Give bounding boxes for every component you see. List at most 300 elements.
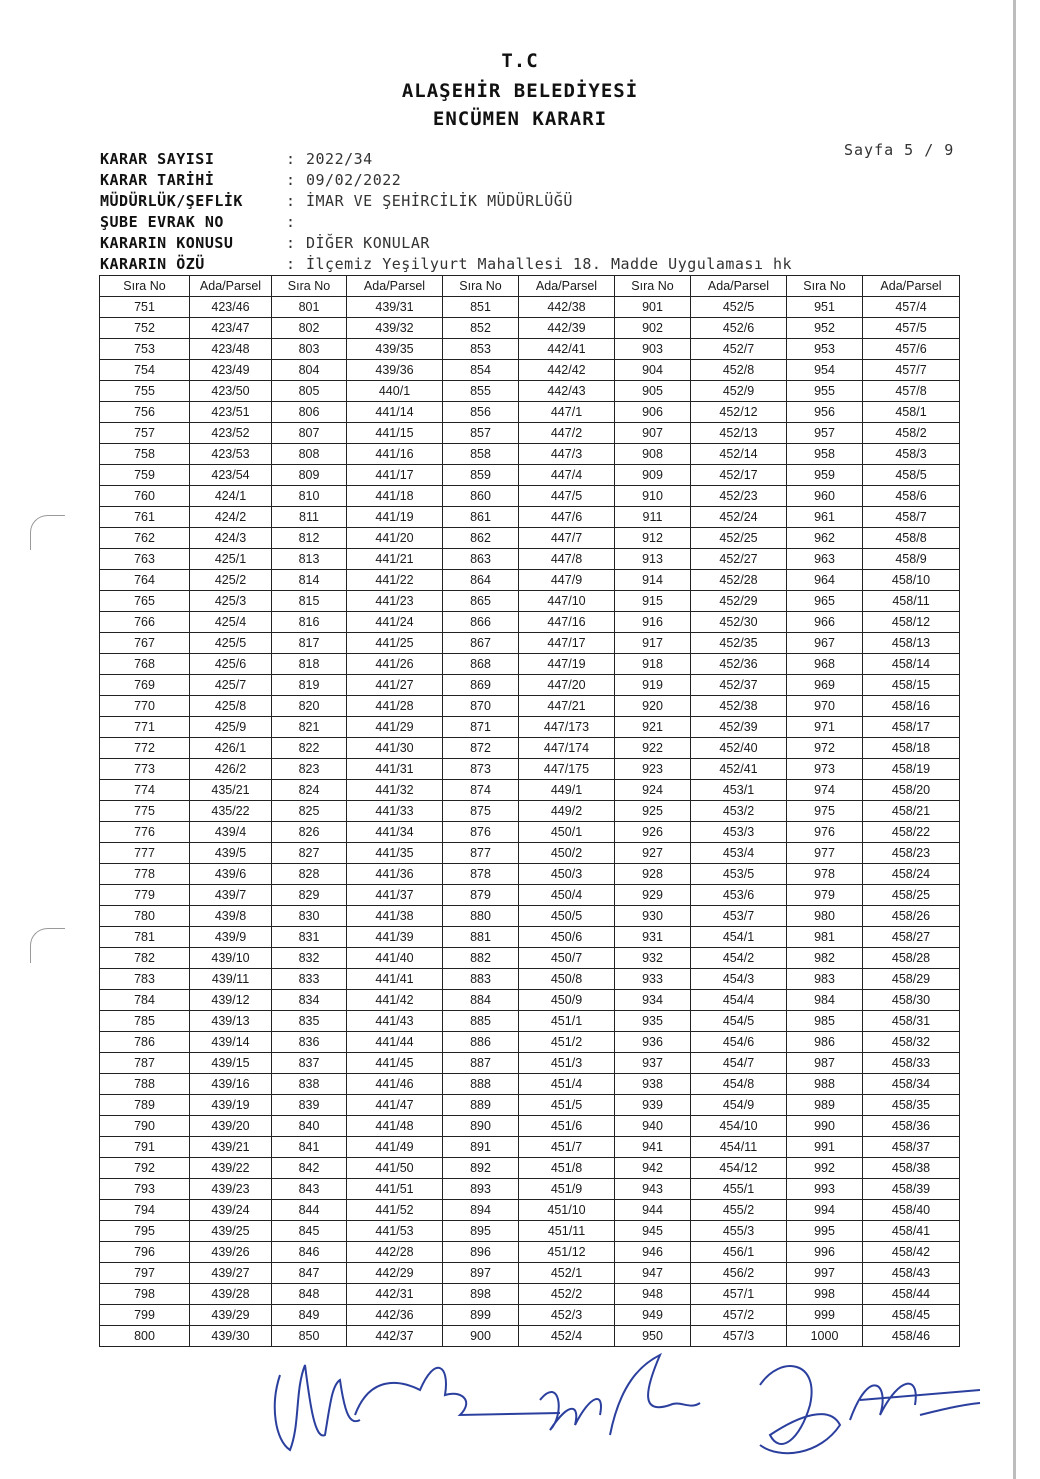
cell-sira-no: 975 — [787, 801, 863, 822]
cell-ada-parsel: 452/28 — [691, 570, 787, 591]
cell-sira-no: 999 — [787, 1305, 863, 1326]
cell-ada-parsel: 453/5 — [691, 864, 787, 885]
cell-ada-parsel: 441/40 — [347, 948, 443, 969]
cell-ada-parsel: 452/8 — [691, 360, 787, 381]
cell-sira-no: 867 — [443, 633, 519, 654]
cell-ada-parsel: 458/42 — [863, 1242, 960, 1263]
cell-ada-parsel: 447/174 — [519, 738, 615, 759]
cell-ada-parsel: 458/16 — [863, 696, 960, 717]
cell-sira-no: 950 — [615, 1326, 691, 1347]
cell-sira-no: 818 — [272, 654, 347, 675]
meta-colon: : — [286, 233, 296, 252]
cell-sira-no: 938 — [615, 1074, 691, 1095]
cell-ada-parsel: 447/17 — [519, 633, 615, 654]
cell-sira-no: 990 — [787, 1116, 863, 1137]
cell-ada-parsel: 442/28 — [347, 1242, 443, 1263]
meta-row — [100, 148, 792, 169]
cell-sira-no: 767 — [100, 633, 190, 654]
cell-ada-parsel: 441/51 — [347, 1179, 443, 1200]
cell-sira-no: 790 — [100, 1116, 190, 1137]
cell-sira-no: 931 — [615, 927, 691, 948]
cell-ada-parsel: 458/45 — [863, 1305, 960, 1326]
cell-ada-parsel: 452/23 — [691, 486, 787, 507]
cell-sira-no: 873 — [443, 759, 519, 780]
cell-ada-parsel: 447/16 — [519, 612, 615, 633]
cell-sira-no: 816 — [272, 612, 347, 633]
cell-ada-parsel: 442/38 — [519, 297, 615, 318]
cell-sira-no: 825 — [272, 801, 347, 822]
cell-ada-parsel: 447/21 — [519, 696, 615, 717]
cell-ada-parsel: 424/1 — [190, 486, 272, 507]
column-header-sira-no: Sıra No — [787, 276, 863, 297]
cell-ada-parsel: 458/29 — [863, 969, 960, 990]
meta-row — [100, 232, 792, 253]
cell-ada-parsel: 439/8 — [190, 906, 272, 927]
cell-sira-no: 900 — [443, 1326, 519, 1347]
cell-sira-no: 882 — [443, 948, 519, 969]
cell-sira-no: 843 — [272, 1179, 347, 1200]
cell-ada-parsel: 453/1 — [691, 780, 787, 801]
cell-ada-parsel: 458/26 — [863, 906, 960, 927]
meta-value: İMAR VE ŞEHİRCİLİK MÜDÜRLÜĞÜ — [306, 191, 573, 210]
cell-sira-no: 838 — [272, 1074, 347, 1095]
cell-sira-no: 883 — [443, 969, 519, 990]
cell-ada-parsel: 423/47 — [190, 318, 272, 339]
cell-sira-no: 890 — [443, 1116, 519, 1137]
cell-sira-no: 763 — [100, 549, 190, 570]
cell-ada-parsel: 454/5 — [691, 1011, 787, 1032]
cell-sira-no: 971 — [787, 717, 863, 738]
cell-sira-no: 866 — [443, 612, 519, 633]
cell-ada-parsel: 458/36 — [863, 1116, 960, 1137]
table-row — [100, 360, 960, 381]
cell-ada-parsel: 439/9 — [190, 927, 272, 948]
cell-sira-no: 929 — [615, 885, 691, 906]
cell-sira-no: 917 — [615, 633, 691, 654]
cell-ada-parsel: 455/1 — [691, 1179, 787, 1200]
cell-ada-parsel: 439/32 — [347, 318, 443, 339]
cell-sira-no: 898 — [443, 1284, 519, 1305]
cell-sira-no: 932 — [615, 948, 691, 969]
table-row — [100, 318, 960, 339]
cell-ada-parsel: 439/31 — [347, 297, 443, 318]
cell-sira-no: 824 — [272, 780, 347, 801]
cell-ada-parsel: 423/53 — [190, 444, 272, 465]
cell-sira-no: 865 — [443, 591, 519, 612]
table-header-row — [100, 276, 960, 297]
cell-ada-parsel: 441/15 — [347, 423, 443, 444]
cell-ada-parsel: 458/44 — [863, 1284, 960, 1305]
cell-sira-no: 960 — [787, 486, 863, 507]
cell-sira-no: 925 — [615, 801, 691, 822]
cell-sira-no: 903 — [615, 339, 691, 360]
cell-sira-no: 842 — [272, 1158, 347, 1179]
table-row — [100, 717, 960, 738]
cell-ada-parsel: 425/7 — [190, 675, 272, 696]
cell-sira-no: 791 — [100, 1137, 190, 1158]
cell-ada-parsel: 441/46 — [347, 1074, 443, 1095]
cell-ada-parsel: 454/1 — [691, 927, 787, 948]
cell-sira-no: 769 — [100, 675, 190, 696]
cell-sira-no: 972 — [787, 738, 863, 759]
cell-ada-parsel: 452/40 — [691, 738, 787, 759]
cell-ada-parsel: 424/2 — [190, 507, 272, 528]
meta-label: KARAR TARİHİ — [100, 170, 215, 189]
cell-ada-parsel: 450/7 — [519, 948, 615, 969]
cell-sira-no: 982 — [787, 948, 863, 969]
cell-sira-no: 848 — [272, 1284, 347, 1305]
cell-sira-no: 951 — [787, 297, 863, 318]
cell-ada-parsel: 458/33 — [863, 1053, 960, 1074]
cell-sira-no: 995 — [787, 1221, 863, 1242]
cell-sira-no: 872 — [443, 738, 519, 759]
cell-sira-no: 820 — [272, 696, 347, 717]
cell-sira-no: 874 — [443, 780, 519, 801]
cell-sira-no: 897 — [443, 1263, 519, 1284]
cell-sira-no: 860 — [443, 486, 519, 507]
cell-ada-parsel: 441/31 — [347, 759, 443, 780]
cell-sira-no: 953 — [787, 339, 863, 360]
cell-sira-no: 780 — [100, 906, 190, 927]
cell-ada-parsel: 458/35 — [863, 1095, 960, 1116]
cell-sira-no: 805 — [272, 381, 347, 402]
table-row — [100, 1053, 960, 1074]
cell-ada-parsel: 452/2 — [519, 1284, 615, 1305]
cell-ada-parsel: 441/24 — [347, 612, 443, 633]
cell-sira-no: 907 — [615, 423, 691, 444]
meta-label: KARARIN KONUSU — [100, 233, 234, 252]
cell-ada-parsel: 442/31 — [347, 1284, 443, 1305]
cell-ada-parsel: 441/52 — [347, 1200, 443, 1221]
cell-sira-no: 968 — [787, 654, 863, 675]
cell-sira-no: 992 — [787, 1158, 863, 1179]
table-row — [100, 591, 960, 612]
table-row — [100, 780, 960, 801]
column-header-sira-no: Sıra No — [100, 276, 190, 297]
cell-ada-parsel: 441/14 — [347, 402, 443, 423]
cell-sira-no: 823 — [272, 759, 347, 780]
table-body — [100, 297, 960, 1347]
cell-ada-parsel: 450/3 — [519, 864, 615, 885]
cell-ada-parsel: 455/3 — [691, 1221, 787, 1242]
cell-ada-parsel: 442/36 — [347, 1305, 443, 1326]
cell-sira-no: 831 — [272, 927, 347, 948]
table-row — [100, 1158, 960, 1179]
cell-sira-no: 781 — [100, 927, 190, 948]
cell-sira-no: 880 — [443, 906, 519, 927]
cell-sira-no: 752 — [100, 318, 190, 339]
cell-ada-parsel: 452/13 — [691, 423, 787, 444]
cell-sira-no: 902 — [615, 318, 691, 339]
cell-sira-no: 756 — [100, 402, 190, 423]
cell-sira-no: 783 — [100, 969, 190, 990]
cell-sira-no: 811 — [272, 507, 347, 528]
cell-sira-no: 928 — [615, 864, 691, 885]
cell-sira-no: 760 — [100, 486, 190, 507]
cell-sira-no: 795 — [100, 1221, 190, 1242]
cell-ada-parsel: 442/39 — [519, 318, 615, 339]
cell-ada-parsel: 441/17 — [347, 465, 443, 486]
cell-ada-parsel: 457/5 — [863, 318, 960, 339]
cell-sira-no: 896 — [443, 1242, 519, 1263]
table-row — [100, 507, 960, 528]
cell-sira-no: 959 — [787, 465, 863, 486]
cell-sira-no: 889 — [443, 1095, 519, 1116]
cell-sira-no: 946 — [615, 1242, 691, 1263]
cell-sira-no: 939 — [615, 1095, 691, 1116]
cell-ada-parsel: 458/18 — [863, 738, 960, 759]
cell-sira-no: 762 — [100, 528, 190, 549]
table-row — [100, 402, 960, 423]
cell-sira-no: 775 — [100, 801, 190, 822]
cell-sira-no: 927 — [615, 843, 691, 864]
table-row — [100, 1326, 960, 1347]
cell-ada-parsel: 454/4 — [691, 990, 787, 1011]
table-row — [100, 381, 960, 402]
cell-ada-parsel: 441/49 — [347, 1137, 443, 1158]
cell-ada-parsel: 442/43 — [519, 381, 615, 402]
cell-sira-no: 944 — [615, 1200, 691, 1221]
cell-ada-parsel: 441/41 — [347, 969, 443, 990]
cell-ada-parsel: 441/44 — [347, 1032, 443, 1053]
table-row — [100, 843, 960, 864]
cell-ada-parsel: 457/7 — [863, 360, 960, 381]
cell-ada-parsel: 458/43 — [863, 1263, 960, 1284]
cell-ada-parsel: 452/14 — [691, 444, 787, 465]
cell-sira-no: 829 — [272, 885, 347, 906]
cell-ada-parsel: 458/34 — [863, 1074, 960, 1095]
cell-sira-no: 804 — [272, 360, 347, 381]
cell-sira-no: 770 — [100, 696, 190, 717]
cell-ada-parsel: 441/19 — [347, 507, 443, 528]
cell-ada-parsel: 452/27 — [691, 549, 787, 570]
cell-sira-no: 826 — [272, 822, 347, 843]
cell-ada-parsel: 453/6 — [691, 885, 787, 906]
cell-ada-parsel: 441/23 — [347, 591, 443, 612]
cell-ada-parsel: 458/24 — [863, 864, 960, 885]
cell-ada-parsel: 452/35 — [691, 633, 787, 654]
cell-ada-parsel: 439/21 — [190, 1137, 272, 1158]
cell-sira-no: 794 — [100, 1200, 190, 1221]
meta-label: ŞUBE EVRAK NO — [100, 212, 224, 231]
cell-sira-no: 934 — [615, 990, 691, 1011]
cell-sira-no: 906 — [615, 402, 691, 423]
cell-sira-no: 841 — [272, 1137, 347, 1158]
cell-ada-parsel: 451/1 — [519, 1011, 615, 1032]
signature-2 — [355, 1368, 560, 1415]
table-row — [100, 1011, 960, 1032]
cell-sira-no: 764 — [100, 570, 190, 591]
cell-ada-parsel: 447/3 — [519, 444, 615, 465]
cell-ada-parsel: 425/1 — [190, 549, 272, 570]
cell-ada-parsel: 439/29 — [190, 1305, 272, 1326]
cell-ada-parsel: 441/33 — [347, 801, 443, 822]
cell-sira-no: 784 — [100, 990, 190, 1011]
cell-ada-parsel: 458/31 — [863, 1011, 960, 1032]
cell-ada-parsel: 423/46 — [190, 297, 272, 318]
cell-sira-no: 910 — [615, 486, 691, 507]
table-row — [100, 675, 960, 696]
cell-ada-parsel: 423/54 — [190, 465, 272, 486]
cell-ada-parsel: 451/12 — [519, 1242, 615, 1263]
cell-sira-no: 901 — [615, 297, 691, 318]
cell-ada-parsel: 426/2 — [190, 759, 272, 780]
cell-sira-no: 877 — [443, 843, 519, 864]
cell-ada-parsel: 425/5 — [190, 633, 272, 654]
cell-sira-no: 862 — [443, 528, 519, 549]
cell-ada-parsel: 447/7 — [519, 528, 615, 549]
cell-sira-no: 830 — [272, 906, 347, 927]
cell-sira-no: 875 — [443, 801, 519, 822]
cell-sira-no: 861 — [443, 507, 519, 528]
cell-ada-parsel: 423/48 — [190, 339, 272, 360]
cell-sira-no: 911 — [615, 507, 691, 528]
cell-ada-parsel: 441/28 — [347, 696, 443, 717]
cell-sira-no: 863 — [443, 549, 519, 570]
meta-value: 09/02/2022 — [306, 170, 402, 189]
cell-ada-parsel: 439/16 — [190, 1074, 272, 1095]
table-row — [100, 990, 960, 1011]
cell-sira-no: 771 — [100, 717, 190, 738]
cell-ada-parsel: 458/21 — [863, 801, 960, 822]
cell-ada-parsel: 458/22 — [863, 822, 960, 843]
cell-ada-parsel: 451/2 — [519, 1032, 615, 1053]
cell-sira-no: 851 — [443, 297, 519, 318]
cell-sira-no: 844 — [272, 1200, 347, 1221]
cell-sira-no: 827 — [272, 843, 347, 864]
cell-ada-parsel: 442/42 — [519, 360, 615, 381]
cell-ada-parsel: 450/1 — [519, 822, 615, 843]
column-header-ada-parsel: Ada/Parsel — [691, 276, 787, 297]
cell-sira-no: 996 — [787, 1242, 863, 1263]
cell-ada-parsel: 452/30 — [691, 612, 787, 633]
cell-ada-parsel: 441/30 — [347, 738, 443, 759]
cell-ada-parsel: 454/9 — [691, 1095, 787, 1116]
meta-row — [100, 211, 792, 232]
signature-3 — [540, 1392, 601, 1430]
cell-ada-parsel: 458/5 — [863, 465, 960, 486]
cell-sira-no: 936 — [615, 1032, 691, 1053]
cell-ada-parsel: 439/10 — [190, 948, 272, 969]
cell-sira-no: 966 — [787, 612, 863, 633]
cell-sira-no: 941 — [615, 1137, 691, 1158]
cell-ada-parsel: 456/2 — [691, 1263, 787, 1284]
cell-ada-parsel: 458/7 — [863, 507, 960, 528]
cell-ada-parsel: 441/34 — [347, 822, 443, 843]
cell-sira-no: 947 — [615, 1263, 691, 1284]
cell-ada-parsel: 457/6 — [863, 339, 960, 360]
cell-sira-no: 801 — [272, 297, 347, 318]
page-edge-line — [1013, 0, 1016, 1479]
cell-ada-parsel: 458/25 — [863, 885, 960, 906]
cell-ada-parsel: 441/43 — [347, 1011, 443, 1032]
cell-sira-no: 949 — [615, 1305, 691, 1326]
cell-ada-parsel: 458/9 — [863, 549, 960, 570]
meta-colon: : — [286, 254, 296, 273]
cell-ada-parsel: 458/20 — [863, 780, 960, 801]
cell-sira-no: 871 — [443, 717, 519, 738]
cell-sira-no: 797 — [100, 1263, 190, 1284]
cell-sira-no: 878 — [443, 864, 519, 885]
cell-ada-parsel: 441/50 — [347, 1158, 443, 1179]
cell-ada-parsel: 452/9 — [691, 381, 787, 402]
parcel-table — [99, 275, 960, 1347]
cell-ada-parsel: 458/15 — [863, 675, 960, 696]
cell-ada-parsel: 452/12 — [691, 402, 787, 423]
table-row — [100, 822, 960, 843]
column-header-sira-no: Sıra No — [443, 276, 519, 297]
cell-ada-parsel: 439/11 — [190, 969, 272, 990]
cell-sira-no: 884 — [443, 990, 519, 1011]
cell-sira-no: 792 — [100, 1158, 190, 1179]
cell-ada-parsel: 423/51 — [190, 402, 272, 423]
cell-sira-no: 836 — [272, 1032, 347, 1053]
cell-ada-parsel: 453/7 — [691, 906, 787, 927]
cell-sira-no: 789 — [100, 1095, 190, 1116]
table-row — [100, 864, 960, 885]
cell-sira-no: 905 — [615, 381, 691, 402]
cell-sira-no: 773 — [100, 759, 190, 780]
cell-ada-parsel: 447/6 — [519, 507, 615, 528]
table-row — [100, 969, 960, 990]
cell-ada-parsel: 441/18 — [347, 486, 443, 507]
cell-sira-no: 894 — [443, 1200, 519, 1221]
cell-ada-parsel: 458/10 — [863, 570, 960, 591]
cell-ada-parsel: 441/27 — [347, 675, 443, 696]
table-row — [100, 1095, 960, 1116]
table-row — [100, 1284, 960, 1305]
cell-ada-parsel: 435/21 — [190, 780, 272, 801]
cell-ada-parsel: 454/6 — [691, 1032, 787, 1053]
cell-ada-parsel: 451/4 — [519, 1074, 615, 1095]
cell-ada-parsel: 450/2 — [519, 843, 615, 864]
cell-sira-no: 943 — [615, 1179, 691, 1200]
cell-ada-parsel: 441/42 — [347, 990, 443, 1011]
table-row — [100, 1263, 960, 1284]
cell-ada-parsel: 447/10 — [519, 591, 615, 612]
cell-sira-no: 869 — [443, 675, 519, 696]
signature-6 — [850, 1384, 980, 1420]
cell-sira-no: 885 — [443, 1011, 519, 1032]
cell-sira-no: 778 — [100, 864, 190, 885]
cell-sira-no: 802 — [272, 318, 347, 339]
cell-ada-parsel: 452/3 — [519, 1305, 615, 1326]
cell-sira-no: 859 — [443, 465, 519, 486]
cell-sira-no: 759 — [100, 465, 190, 486]
cell-sira-no: 976 — [787, 822, 863, 843]
header-decision-title: ENCÜMEN KARARI — [432, 108, 608, 130]
meta-colon: : — [286, 191, 296, 210]
table-row — [100, 1032, 960, 1053]
cell-sira-no: 810 — [272, 486, 347, 507]
table-row — [100, 444, 960, 465]
signature-scribbles — [260, 1345, 1000, 1475]
cell-sira-no: 942 — [615, 1158, 691, 1179]
cell-sira-no: 777 — [100, 843, 190, 864]
cell-ada-parsel: 439/20 — [190, 1116, 272, 1137]
cell-sira-no: 850 — [272, 1326, 347, 1347]
cell-ada-parsel: 454/11 — [691, 1137, 787, 1158]
cell-sira-no: 834 — [272, 990, 347, 1011]
cell-ada-parsel: 454/12 — [691, 1158, 787, 1179]
cell-ada-parsel: 441/16 — [347, 444, 443, 465]
cell-ada-parsel: 451/3 — [519, 1053, 615, 1074]
cell-ada-parsel: 439/13 — [190, 1011, 272, 1032]
cell-sira-no: 753 — [100, 339, 190, 360]
cell-sira-no: 814 — [272, 570, 347, 591]
cell-sira-no: 870 — [443, 696, 519, 717]
cell-sira-no: 993 — [787, 1179, 863, 1200]
